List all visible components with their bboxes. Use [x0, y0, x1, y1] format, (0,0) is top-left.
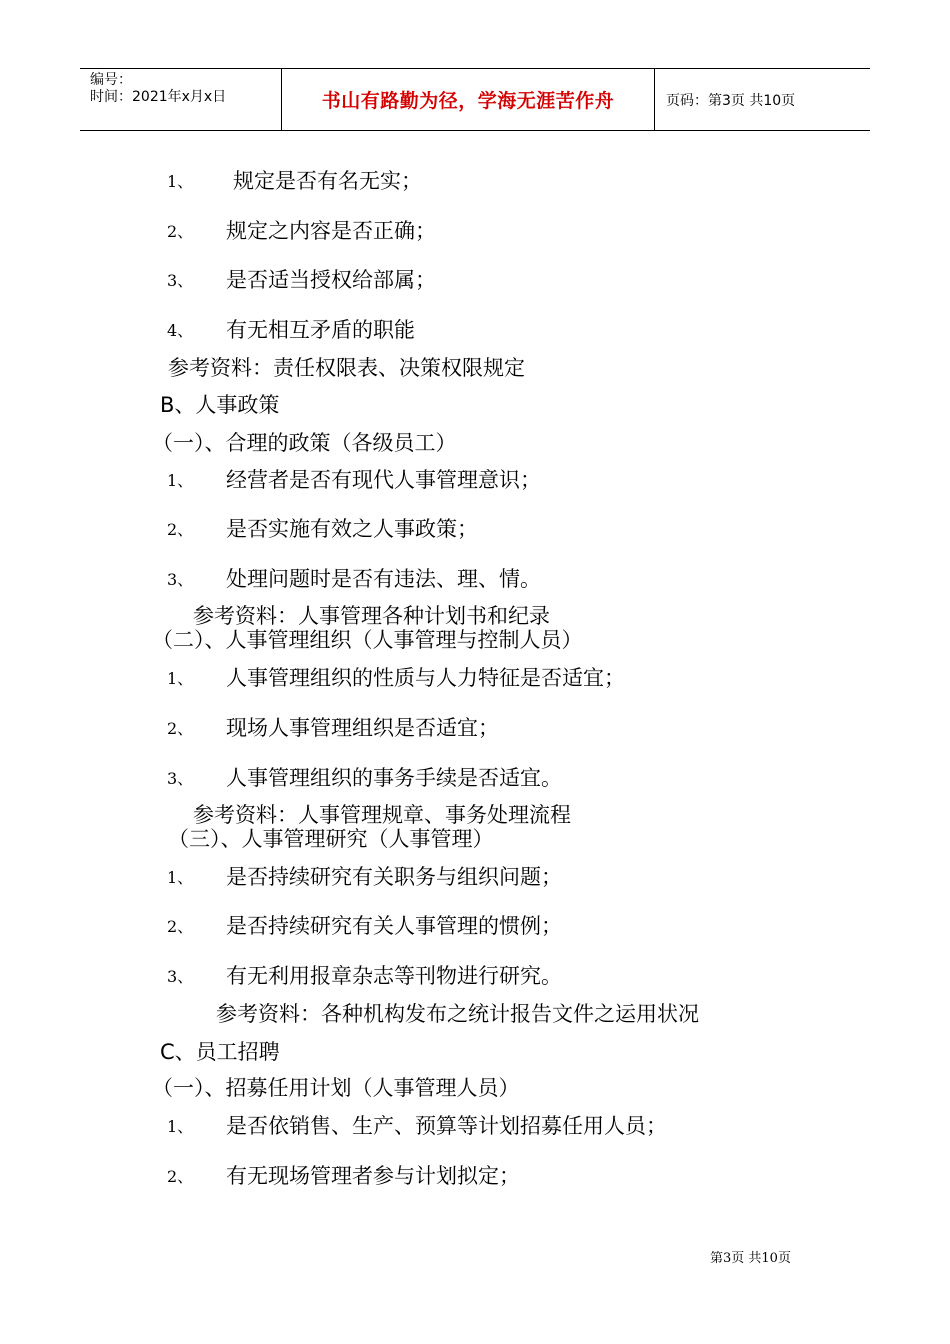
list-number: 2、	[167, 520, 194, 539]
number-label: 编号：	[90, 72, 132, 88]
list-item: 是否持续研究有关职务与组织问题；	[226, 865, 562, 889]
subsection-heading: （一）、合理的政策（各级员工）	[152, 431, 457, 455]
list-item: 处理问题时是否有违法、理、情。	[226, 567, 541, 591]
list-item: 规定之内容是否正确；	[226, 219, 436, 243]
list-number: 1、	[167, 172, 194, 191]
list-item: 有无现场管理者参与计划拟定；	[226, 1164, 520, 1188]
list-number: 2、	[167, 719, 194, 738]
list-number: 1、	[167, 471, 194, 490]
list-item: 有无相互矛盾的职能	[226, 318, 415, 342]
list-number: 3、	[167, 271, 194, 290]
list-item: 人事管理组织的事务手续是否适宜。	[226, 766, 562, 790]
list-item: 是否适当授权给部属；	[226, 268, 436, 292]
reference-note: 参考资料：责任权限表、决策权限规定	[168, 356, 525, 380]
section-heading: B、人事政策	[160, 393, 280, 417]
reference-note: 参考资料：各种机构发布之统计报告文件之运用状况	[216, 1002, 699, 1026]
list-number: 1、	[167, 669, 194, 688]
list-item: 有无利用报章杂志等刊物进行研究。	[226, 964, 562, 988]
list-number: 3、	[167, 570, 194, 589]
section-heading: C、员工招聘	[160, 1040, 280, 1064]
list-number: 2、	[167, 917, 194, 936]
header-page-info: 页码：第3页 共10页	[666, 92, 796, 109]
subsection-heading: （一）、招募任用计划（人事管理人员）	[152, 1076, 520, 1100]
list-number: 2、	[167, 1167, 194, 1186]
header-motto: 书山有路勤为径，学海无涯苦作舟	[282, 69, 655, 130]
reference-note: 参考资料：人事管理规章、事务处理流程	[193, 803, 571, 827]
list-item: 人事管理组织的性质与人力特征是否适宜；	[226, 666, 625, 690]
subsection-heading: （三）、人事管理研究（人事管理）	[168, 827, 494, 851]
list-number: 3、	[167, 967, 194, 986]
list-item: 现场人事管理组织是否适宜；	[226, 716, 499, 740]
list-number: 4、	[167, 321, 194, 340]
list-item: 是否依销售、生产、预算等计划招募任用人员；	[226, 1114, 667, 1138]
page-footer: 第3页 共10页	[710, 1251, 791, 1266]
list-number: 1、	[167, 1117, 194, 1136]
reference-note: 参考资料：人事管理各种计划书和纪录	[193, 604, 550, 628]
list-number: 2、	[167, 222, 194, 241]
list-item: 规定是否有名无实；	[233, 169, 422, 193]
list-item: 是否持续研究有关人事管理的惯例；	[226, 914, 562, 938]
time-label: 时间：2021年x月x日	[90, 89, 227, 105]
list-number: 1、	[167, 868, 194, 887]
list-number: 3、	[167, 769, 194, 788]
list-item: 是否实施有效之人事政策；	[226, 517, 478, 541]
page-header	[80, 68, 870, 131]
header-info-cell	[80, 69, 282, 130]
list-item: 经营者是否有现代人事管理意识；	[226, 468, 541, 492]
subsection-heading: （二）、人事管理组织（人事管理与控制人员）	[152, 628, 583, 652]
